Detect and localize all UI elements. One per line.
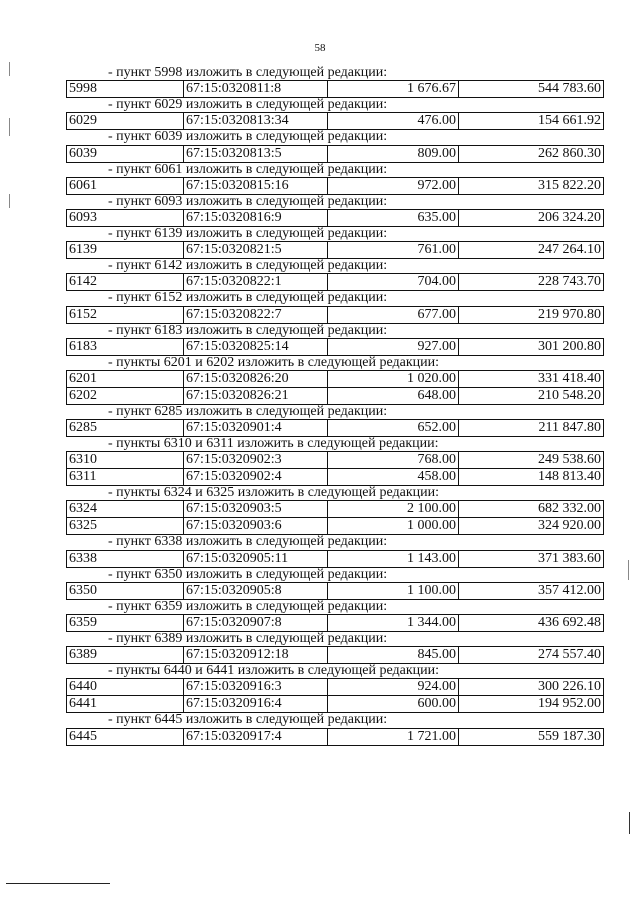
value-cell: 154 661.92 (459, 113, 604, 130)
cadastral-number-cell: 67:15:0320825:14 (184, 338, 328, 355)
amendment-heading: - пункт 6338 изложить в следующей редакции: (108, 534, 388, 550)
area-cell: 809.00 (328, 145, 459, 162)
area-cell: 1 143.00 (328, 550, 459, 567)
area-cell: 704.00 (328, 274, 459, 291)
table-row (67, 550, 604, 567)
area-cell: 972.00 (328, 177, 459, 194)
table-row (67, 370, 604, 387)
value-cell: 301 200.80 (459, 338, 604, 355)
value-cell: 274 557.40 (459, 647, 604, 664)
value-cell: 544 783.60 (459, 81, 604, 98)
amendment-heading: - пункт 6093 изложить в следующей редакции: (108, 193, 388, 209)
value-cell: 228 743.70 (459, 274, 604, 291)
value-cell: 247 264.10 (459, 242, 604, 259)
value-cell: 148 813.40 (459, 469, 604, 486)
cadastral-number-cell: 67:15:0320821:5 (184, 242, 328, 259)
table-row (67, 647, 604, 664)
table-row (67, 387, 604, 404)
area-cell: 635.00 (328, 209, 459, 226)
table-row (67, 679, 604, 696)
value-cell: 331 418.40 (459, 370, 604, 387)
item-number-cell: 6311 (67, 469, 184, 486)
amendment-table (66, 273, 604, 291)
area-cell: 1 344.00 (328, 615, 459, 632)
amendment-table (66, 209, 604, 227)
amendment-heading: - пункт 6359 изложить в следующей редакции: (108, 598, 388, 614)
item-number-cell: 6359 (67, 615, 184, 632)
area-cell: 458.00 (328, 469, 459, 486)
scan-margin-mark (628, 560, 629, 580)
item-number-cell: 6440 (67, 679, 184, 696)
table-row (67, 113, 604, 130)
value-cell: 249 538.60 (459, 452, 604, 469)
amendment-heading: - пункты 6310 и 6311 изложить в следующей редакции: (108, 436, 439, 452)
amendment-table (66, 614, 604, 632)
cadastral-number-cell: 67:15:0320916:3 (184, 679, 328, 696)
amendment-heading: - пункт 5998 изложить в следующей редакции: (108, 65, 388, 80)
amendment-table (66, 112, 604, 130)
cadastral-number-cell: 67:15:0320813:34 (184, 113, 328, 130)
cadastral-number-cell: 67:15:0320822:7 (184, 306, 328, 323)
table-row (67, 145, 604, 162)
amendment-heading: - пункт 6183 изложить в следующей редакции: (108, 322, 388, 338)
cadastral-number-cell: 67:15:0320815:16 (184, 177, 328, 194)
amendment-table (66, 338, 604, 356)
value-cell: 194 952.00 (459, 696, 604, 713)
cadastral-number-cell: 67:15:0320902:4 (184, 469, 328, 486)
value-cell: 682 332.00 (459, 501, 604, 518)
item-number-cell: 6142 (67, 274, 184, 291)
value-cell: 371 383.60 (459, 550, 604, 567)
cadastral-number-cell: 67:15:0320903:6 (184, 518, 328, 535)
table-row (67, 81, 604, 98)
table-row (67, 615, 604, 632)
amendment-table (66, 241, 604, 259)
amendment-table (66, 678, 604, 713)
area-cell: 652.00 (328, 420, 459, 437)
area-cell: 761.00 (328, 242, 459, 259)
value-cell: 559 187.30 (459, 728, 604, 745)
area-cell: 1 676.67 (328, 81, 459, 98)
value-cell: 219 970.80 (459, 306, 604, 323)
amendment-table (66, 419, 604, 437)
cadastral-number-cell: 67:15:0320813:5 (184, 145, 328, 162)
item-number-cell: 6093 (67, 209, 184, 226)
amendment-heading: - пункт 6389 изложить в следующей редакции: (108, 631, 388, 646)
area-cell: 600.00 (328, 696, 459, 713)
area-cell: 1 020.00 (328, 370, 459, 387)
cadastral-number-cell: 67:15:0320826:21 (184, 387, 328, 404)
amendment-heading: - пункт 6445 изложить в следующей редакции: (108, 712, 388, 728)
area-cell: 924.00 (328, 679, 459, 696)
value-cell: 210 548.20 (459, 387, 604, 404)
item-number-cell: 6139 (67, 242, 184, 259)
item-number-cell: 6325 (67, 518, 184, 535)
amendment-table (66, 306, 604, 324)
item-number-cell: 6324 (67, 501, 184, 518)
item-number-cell: 6061 (67, 177, 184, 194)
amendment-table (66, 646, 604, 664)
amendment-table (66, 177, 604, 195)
area-cell: 1 721.00 (328, 728, 459, 745)
amendment-heading: - пункты 6440 и 6441 изложить в следующей редакции: (108, 663, 440, 679)
table-row (67, 518, 604, 535)
item-number-cell: 6389 (67, 647, 184, 664)
area-cell: 1 000.00 (328, 518, 459, 535)
amendment-heading: - пункт 6152 изложить в следующей редакции: (108, 290, 388, 306)
value-cell: 436 692.48 (459, 615, 604, 632)
amendment-table (66, 500, 604, 535)
table-row (67, 209, 604, 226)
area-cell: 476.00 (328, 113, 459, 130)
amendment-table (66, 451, 604, 486)
cadastral-number-cell: 67:15:0320811:8 (184, 81, 328, 98)
value-cell: 206 324.20 (459, 209, 604, 226)
amendment-heading: - пункт 6029 изложить в следующей редакции: (108, 97, 388, 113)
scan-margin-mark (9, 62, 10, 76)
table-row (67, 452, 604, 469)
amendment-heading: - пункт 6285 изложить в следующей редакции: (108, 403, 388, 419)
item-number-cell: 6285 (67, 420, 184, 437)
item-number-cell: 6039 (67, 145, 184, 162)
area-cell: 768.00 (328, 452, 459, 469)
amendment-heading: - пункт 6061 изложить в следующей редакции: (108, 161, 388, 177)
table-row (67, 242, 604, 259)
area-cell: 1 100.00 (328, 582, 459, 599)
item-number-cell: 6350 (67, 582, 184, 599)
table-row (67, 582, 604, 599)
item-number-cell: 6201 (67, 370, 184, 387)
cadastral-number-cell: 67:15:0320901:4 (184, 420, 328, 437)
cadastral-number-cell: 67:15:0320912:18 (184, 647, 328, 664)
footnote-separator (6, 883, 110, 884)
area-cell: 2 100.00 (328, 501, 459, 518)
amendment-heading: - пункты 6324 и 6325 изложить в следующей редакции: (108, 485, 440, 501)
amendment-table (66, 370, 604, 405)
amendment-table (66, 80, 604, 98)
item-number-cell: 5998 (67, 81, 184, 98)
table-row (67, 696, 604, 713)
amendment-heading: - пункт 6039 изложить в следующей редакции: (108, 129, 388, 145)
item-number-cell: 6029 (67, 113, 184, 130)
item-number-cell: 6152 (67, 306, 184, 323)
cadastral-number-cell: 67:15:0320916:4 (184, 696, 328, 713)
cadastral-number-cell: 67:15:0320826:20 (184, 370, 328, 387)
cadastral-number-cell: 67:15:0320903:5 (184, 501, 328, 518)
value-cell: 262 860.30 (459, 145, 604, 162)
amendment-heading: - пункт 6142 изложить в следующей редакции: (108, 258, 388, 274)
scan-margin-mark (629, 812, 630, 834)
amendment-table (66, 728, 604, 746)
cadastral-number-cell: 67:15:0320902:3 (184, 452, 328, 469)
page-number: 58 (314, 42, 326, 54)
amendment-table (66, 145, 604, 163)
scan-margin-mark (9, 194, 10, 208)
value-cell: 211 847.80 (459, 420, 604, 437)
cadastral-number-cell: 67:15:0320907:8 (184, 615, 328, 632)
cadastral-number-cell: 67:15:0320822:1 (184, 274, 328, 291)
area-cell: 927.00 (328, 338, 459, 355)
table-row (67, 469, 604, 486)
area-cell: 845.00 (328, 647, 459, 664)
area-cell: 677.00 (328, 306, 459, 323)
item-number-cell: 6445 (67, 728, 184, 745)
amendment-heading: - пункт 6139 изложить в следующей редакции: (108, 225, 388, 241)
item-number-cell: 6310 (67, 452, 184, 469)
item-number-cell: 6338 (67, 550, 184, 567)
item-number-cell: 6441 (67, 696, 184, 713)
value-cell: 357 412.00 (459, 582, 604, 599)
amendment-table (66, 550, 604, 568)
cadastral-number-cell: 67:15:0320905:8 (184, 582, 328, 599)
item-number-cell: 6202 (67, 387, 184, 404)
value-cell: 315 822.20 (459, 177, 604, 194)
table-row (67, 177, 604, 194)
table-row (67, 306, 604, 323)
amendment-heading: - пункты 6201 и 6202 изложить в следующей редакции: (108, 354, 440, 370)
cadastral-number-cell: 67:15:0320917:4 (184, 728, 328, 745)
cadastral-number-cell: 67:15:0320905:11 (184, 550, 328, 567)
amendment-heading: - пункт 6350 изложить в следующей редакции: (108, 566, 388, 582)
table-row (67, 338, 604, 355)
value-cell: 324 920.00 (459, 518, 604, 535)
table-row (67, 420, 604, 437)
table-row (67, 274, 604, 291)
amendments-list (66, 66, 603, 746)
table-row (67, 728, 604, 745)
value-cell: 300 226.10 (459, 679, 604, 696)
cadastral-number-cell: 67:15:0320816:9 (184, 209, 328, 226)
table-row (67, 501, 604, 518)
scan-margin-mark (9, 118, 10, 136)
area-cell: 648.00 (328, 387, 459, 404)
item-number-cell: 6183 (67, 338, 184, 355)
amendment-table (66, 582, 604, 600)
